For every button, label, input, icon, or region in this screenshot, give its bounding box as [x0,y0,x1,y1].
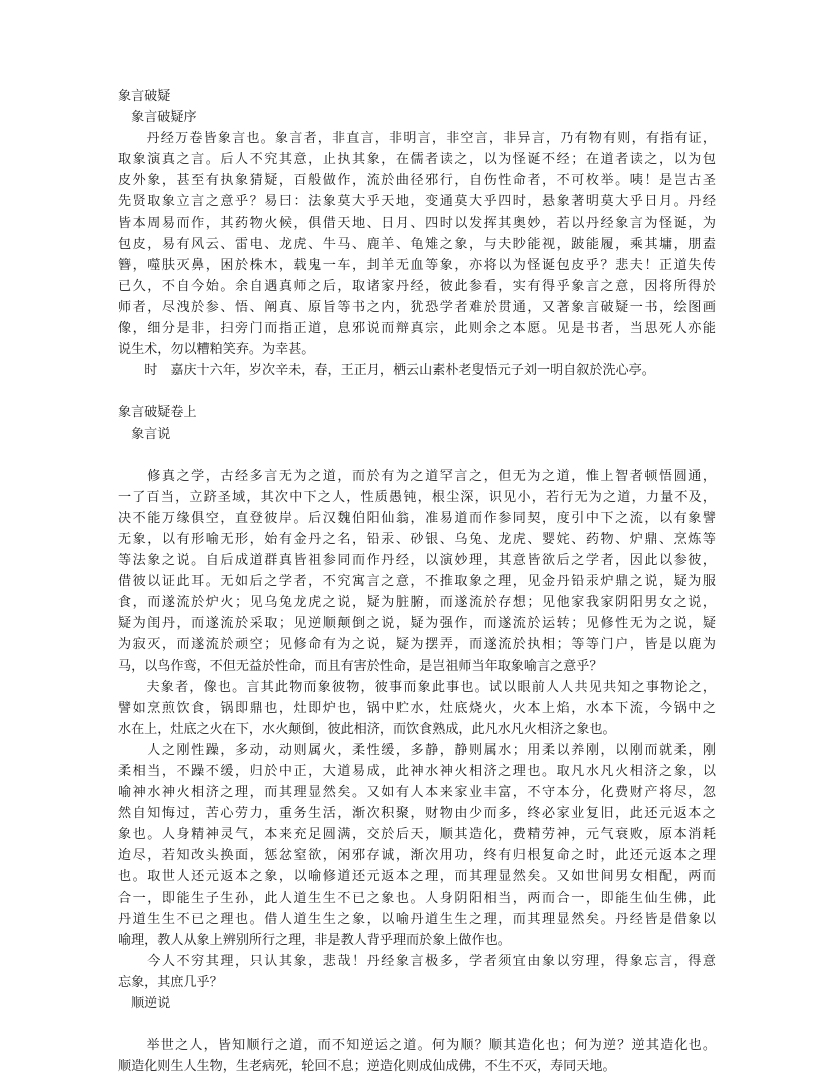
preface-line: 皆本周易而作，其药物火候，俱借天地、日月、四时以发挥其奥妙，若以丹经象言为怪诞，为 [118,215,716,231]
body-line: 柔相当，不躁不缓，归於中正，大道易成，此神水神火相济之理也。取凡水凡火相济之象，以 [118,764,716,779]
body-line: 水在上，灶底之火在下，水火颠倒，彼此相济，而饮食熟成，此凡水凡火相济之象也。 [118,721,616,737]
body-line: 今人不穷其理，只认其象，悲哉！丹经象言极多，学者须宜由象以穷理，得象忘言，得意 [118,953,716,969]
spacer [118,1014,716,1035]
body-line: 为寂灭，而遂流於顽空；见修命有为之说，疑为摆弄，而遂流於执相；等等门户，皆是以鹿为 [118,637,716,653]
body-line: 疑为闺丹，而遂流於采取；见逆顺颠倒之说，疑为强作，而遂流於运转；见修性无为之说，疑 [118,616,716,632]
body-line: 无象，以有形喻无形，始有金丹之名，铅汞、砂银、乌兔、龙虎、婴姹、药物、炉鼎、烹炼等 [118,531,716,547]
section-heading-xiangyanshuo: 象言说 [131,426,171,442]
body-line: 食，而遂流於炉火；见乌兔龙虎之说，疑为脏腑，而遂流於存想；见他家我家阴阳男女之说， [118,595,716,611]
body-line: 忘象，其庶几乎？ [118,974,223,990]
section-heading-shunnishuo: 顺逆说 [131,996,171,1012]
body-line: 马，以鸟作鸾，不但无益於性命，而且有害於性命，是岂祖师当年取象喻言之意乎？ [118,658,603,674]
body-line: 譬如烹煎饮食，锅即鼎也，灶即炉也，锅中贮水，灶底烧火，火本上焰，水本下流，今锅中之 [118,700,716,716]
body-line: 举世之人，皆知顺行之道，而不知逆运之道。何为顺？顺其造化也；何为逆？逆其造化也。 [118,1038,716,1054]
preface-line: 取象演真之言。后人不究其意，止执其象，在儒者读之，以为怪诞不经；在道者读之，以为包 [118,152,716,168]
preface-line: 簪，噬肤灭鼻，困於株木，载鬼一车，刲羊无血等象，亦将以为怪诞包皮乎？悲夫！正道失传 [118,257,716,273]
body-line: 夫象者，像也。言其此物而象彼物，彼事而象此事也。试以眼前人人共见共知之事物论之， [118,679,716,695]
spacer [118,381,716,402]
body-line: 喻神水神火相济之理，而其理显然矣。又如有人本来家业丰富，不守本分，化费财产将尽，忽 [118,785,716,801]
body-line: 也。取世人还元返本之象，以喻修道还元返本之理，而其理显然矣。又如世间男女相配，两而 [118,869,716,885]
body-line: 迨尽，若知改头换面，惩忿窒欲，闲邪存诚，渐次用功，终有归根复命之时，此还元返本之理 [118,848,716,864]
body-line: 决不能万缘俱空，直登彼岸。后汉魏伯阳仙翁，准易道而作参同契，度引中下之流，以有象譬 [118,510,716,526]
body-line: 借彼以证此耳。无如后之学者，不究寓言之意，不推取象之理，见金丹铅汞炉鼎之说，疑为服 [118,574,716,590]
body-line: 顺造化则生人生物，生老病死，轮回不息；逆造化则成仙成佛，不生不灭，寿同天地。 [118,1059,616,1075]
body-line: 丹道生生不已之理也。借人道生生之象，以喻丹道生生之理，而其理显然矣。丹经皆是借象以 [118,911,716,927]
preface-line: 说生术，勿以糟粕笑弃。为幸甚。 [118,342,315,358]
body-line: 等法象之说。自后成道群真皆祖参同而作丹经，以演妙理，其意皆欲后之学者，因此以参彼， [118,553,716,569]
body-line: 喻理，教人从象上辨别所行之理，非是教人背乎理而於象上做作也。 [118,932,511,948]
body-line: 修真之学，古经多言无为之道，而於有为之道罕言之，但无为之道，惟上智者顿悟圆通， [118,468,716,484]
preface-line: 丹经万卷皆象言也。象言者，非直言，非明言，非空言，非异言，乃有物有则，有指有证， [118,131,716,147]
preface-line: 先贤取象立言之意乎？易曰：法象莫大乎天地，变通莫大乎四时，悬象著明莫大乎日月。丹经 [118,194,716,210]
body-line: 人之刚性躁，多动，动则属火，柔性缓，多静，静则属水；用柔以养刚，以刚而就柔，刚 [118,742,716,758]
volume-heading: 象言破疑卷上 [118,405,197,421]
preface-heading: 象言破疑序 [131,110,197,126]
preface-line: 像，细分是非，扫旁门而指正道，息邪说而辩真宗，此则余之本愿。见是书者，当思死人亦能 [118,321,716,337]
preface-line: 包皮，易有风云、雷电、龙虎、牛马、鹿羊、龟雉之象，与夫眇能视，跛能履，乘其墉，朋盍 [118,236,716,252]
body-line: 合一，即能生子生孙，此人道生生不已之象也。人身阴阳相当，两而合一，即能生仙生佛，此 [118,890,716,906]
preface-signature: 时 嘉庆十六年，岁次辛未，春，王正月，栖云山素朴老叟悟元子刘一明自叙於洗心亭。 [144,363,655,379]
body-line: 一了百当，立跻圣域，其次中下之人，性质愚钝，根尘深，识见小，若行无为之道，力量不及， [118,489,716,505]
preface-line: 师者，尽洩於参、悟、阐真、原旨等书之内，犹恐学者难於贯通，又著象言破疑一书，绘图画 [118,299,716,315]
body-line: 象也。人身精神灵气，本来充足圆满，交於后天，顺其造化，费精劳神，元气衰败，原本消耗 [118,827,716,843]
preface-line: 皮外象，甚至有执象猜疑，百般做作，流於曲径邪行，自伤性命者，不可枚举。咦！是岂古圣 [118,173,716,189]
document-content [118,86,716,1077]
body-line: 然自知悔过，苦心劳力，重务生活，渐次积聚，财物由少而多，终必家业复旧，此还元返本之 [118,806,716,822]
spacer [118,445,716,466]
preface-line: 已久，不自今始。余自遇真师之后，取诸家丹经，彼此参看，实有得乎象言之意，因将所得於 [118,278,716,294]
book-title: 象言破疑 [118,89,171,104]
